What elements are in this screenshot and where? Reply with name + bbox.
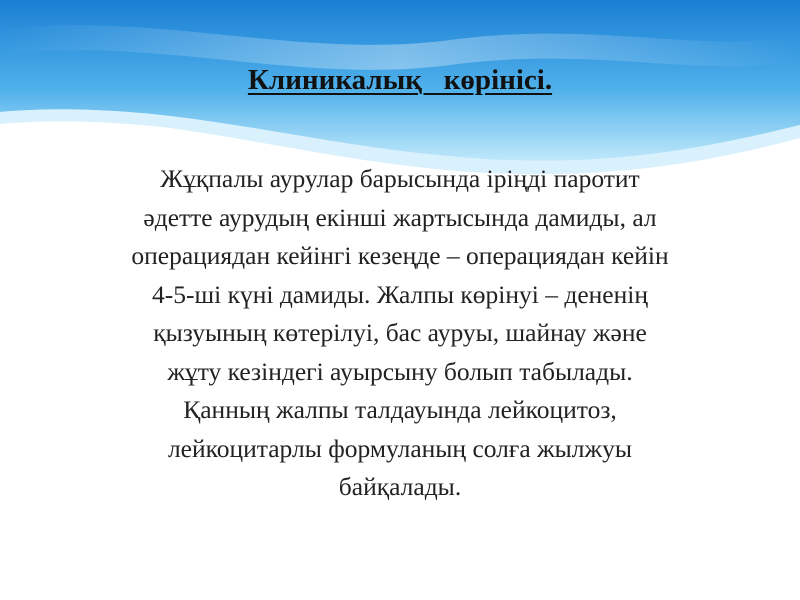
body-line: операциядан кейінгі кезеңде – операциядан кейін [131,241,669,270]
body-line: Қанның жалпы талдауында лейкоцитоз, [183,395,617,424]
body-line: әдетте аурудың екінші жартысында дамиды, ал [143,202,657,232]
body-line: байқалады. [338,472,462,501]
body-line: жұту кезіндегі ауырсыну болып табылады. [167,356,633,386]
body-paragraph [8,160,792,507]
body-line: қызуының көтерілуі, бас ауруы, шайнау және [153,318,647,347]
slide-title [0,64,800,97]
body-line: 4-5-ші күні дамиды. Жалпы көрінуі – дененің [152,279,648,309]
body-line: Жұқпалы аурулар барысында іріңді паротит [160,164,640,193]
slide-title-text: Клиникалық көрінісі. [247,64,553,96]
body-line: лейкоцитарлы формуланың солға жылжуы [167,433,633,463]
